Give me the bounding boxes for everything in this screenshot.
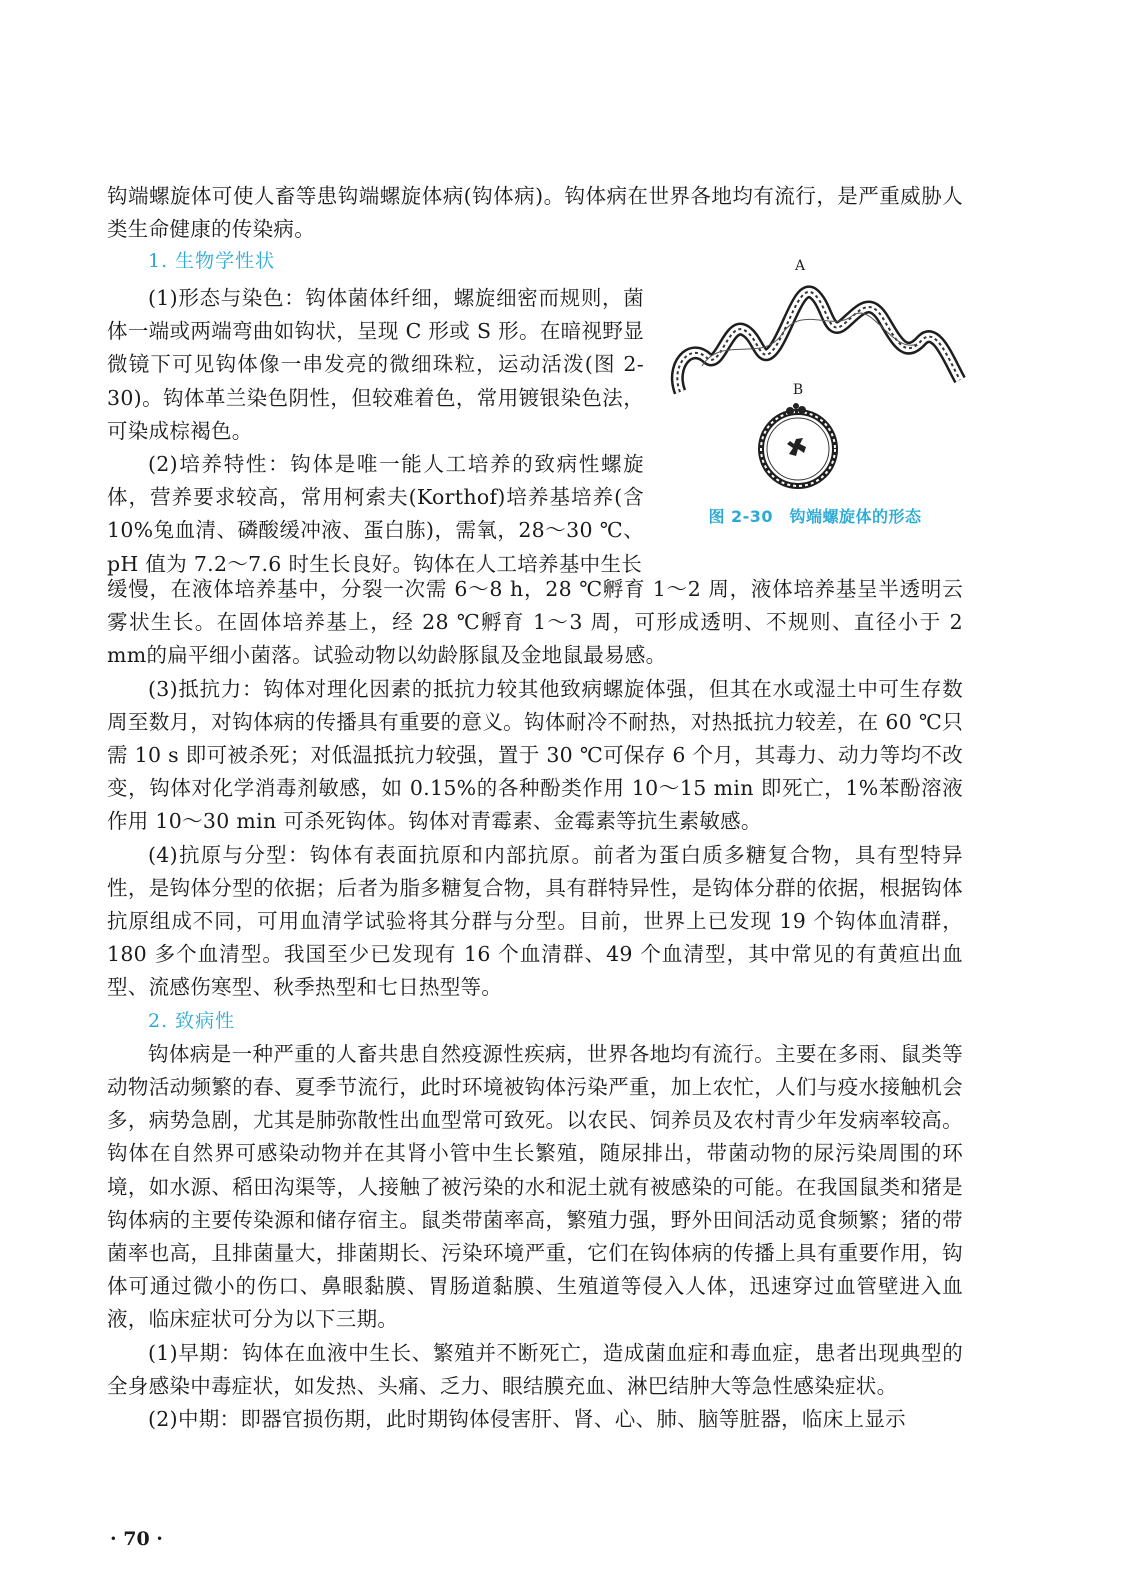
section-1-narrow-block <box>107 282 644 581</box>
paragraph-middle-stage: (2)中期：即器官损伤期，此时期钩体侵害肝、肾、心、肺、脑等脏器，临床上显示 <box>148 1407 906 1432</box>
paragraph-culture-b: 缓慢，在液体培养基中，分裂一次需 6～8 h，28 ℃孵育 1～2 周，液体培养基呈半透明云雾状生长。在固体培养基上，经 28 ℃孵育 1～3 周，可形成透明、不规则、直径小于 2 mm的扁平细小菌落。试验动物以幼龄豚鼠及金地鼠最易感。 <box>107 577 963 668</box>
figure-label-b: B <box>792 382 804 398</box>
section-heading: 2. 致病性 <box>148 1009 236 1032</box>
paragraph-antigen: (4)抗原与分型：钩体有表面抗原和内部抗原。前者为蛋白质多糖复合物，具有型特异性，是钩体分型的依据；后者为脂多糖复合物，具有群特异性，是钩体分群的依据，根据钩体抗原组成不同，可用血清学试验将其分群与分型。目前，世界上已发现 19 个钩体血清群，180 多个血清型。我国至少已发现有 16 个血清群、49 个血清型，其中常见的有黄疸出血型、流感伤寒型、秋季热型和七日热型等。 <box>107 842 963 1000</box>
figure-caption: 图 2-30 钩端螺旋体的形态 <box>708 507 922 526</box>
intro-paragraph: 钩端螺旋体可使人畜等患钩端螺旋体病(钩体病)。钩体病在世界各地均有流行，是严重威胁人类生命健康的传染病。 <box>107 184 963 242</box>
paragraph-resistance: (3)抵抗力：钩体对理化因素的抵抗力较其他致病螺旋体强，但其在水或湿土中可生存数周至数月，对钩体病的传播具有重要的意义。钩体耐冷不耐热，对热抵抗力较差，在 60 ℃只需 10 s 即可被杀死；对低温抵抗力较强，置于 30 ℃可保存 6 个月，其毒力、动力等均不改变，钩体对化学消毒剂敏感，如 0.15%的各种酚类作用 10～15 min 即死亡，1%苯酚溶液作用 10～30 min 可杀死钩体。钩体对青霉素、金霉素等抗生素敏感。 <box>107 676 963 834</box>
spiral-b <box>761 403 835 486</box>
paragraph-morphology: (1)形态与染色：钩体菌体纤细，螺旋细密而规则，菌体一端或两端弯曲如钩状，呈现 C 形或 S 形。在暗视野显微镜下可见钩体像一串发亮的微细珠粒，运动活泼(图 2-30)。钩体革兰染色阴性，但较难着色，常用镀银染色法，可染成棕褐色。 <box>107 286 644 443</box>
figure-leptospira <box>662 254 968 534</box>
section-1-wide-block <box>107 573 963 1436</box>
page-number: · 70 · <box>110 1528 163 1550</box>
paragraph-culture-a: (2)培养特性：钩体是唯一能人工培养的致病性螺旋体，营养要求较高，常用柯索夫(Korthof)培养基培养(含10%兔血清、磷酸缓冲液、蛋白胨)，需氧，28～30 ℃、pH 值为 7.2～7.6 时生长良好。钩体在人工培养基中生长 <box>107 452 644 576</box>
paragraph-pathogenicity: 钩体病是一种严重的人畜共患自然疫源性疾病，世界各地均有流行。主要在多雨、鼠类等动物活动频繁的春、夏季节流行，此时环境被钩体污染严重，加上农忙，人们与疫水接触机会多，病势急剧，尤其是肺弥散性出血型常可致死。以农民、饲养员及农村青少年发病率较高。钩体在自然界可感染动物并在其肾小管中生长繁殖，随尿排出，带菌动物的尿污染周围的环境，如水源、稻田沟渠等，人接触了被污染的水和泥土就有被感染的可能。在我国鼠类和猪是钩体病的主要传染源和储存宿主。鼠类带菌率高，繁殖力强，野外田间活动觅食频繁；猪的带菌率也高，且排菌量大，排菌期长、污染环境严重，它们在钩体病的传播上具有重要作用，钩体可通过微小的伤口、鼻眼黏膜、胃肠道黏膜、生殖道等侵入人体，迅速穿过血管壁进入血液，临床症状可分为以下三期。 <box>107 1041 963 1332</box>
figure-label-a: A <box>794 258 806 274</box>
spiral-a <box>677 292 960 392</box>
paragraph-early-stage: (1)早期：钩体在血液中生长、繁殖并不断死亡，造成菌血症和毒血症，患者出现典型的全身感染中毒症状，如发热、头痛、乏力、眼结膜充血、淋巴结肿大等急性感染症状。 <box>107 1340 963 1398</box>
section-heading: 1. 生物学性状 <box>148 250 276 272</box>
leptospira-illustration <box>662 254 968 499</box>
intro-block <box>107 180 963 246</box>
